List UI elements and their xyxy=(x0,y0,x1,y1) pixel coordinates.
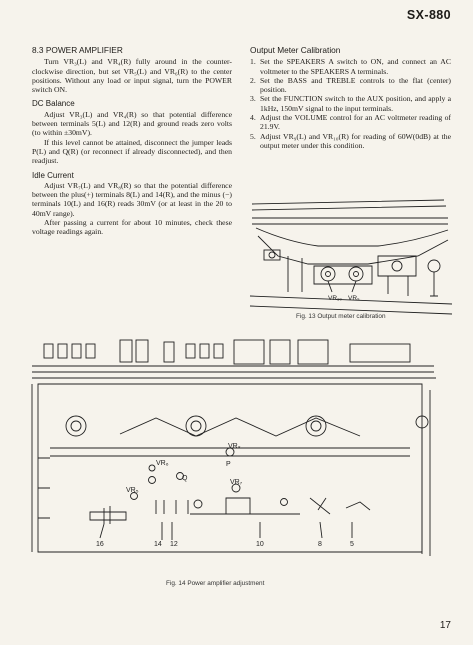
calibration-step: 5. Adjust VR₉(L) and VR₁₀(R) for reading of 60W(0dB) at the output meter under this condition. xyxy=(250,131,451,150)
terminal-14-label: 14 xyxy=(154,541,162,548)
dc-balance-paragraph-1: Adjust VR₃(L) and VR₄(R) so that potential difference between terminals 5(L) and 12(R) and ground reads zero volts (to within ±30mV). xyxy=(32,109,232,138)
fig13-caption: Fig. 13 Output meter calibration xyxy=(296,313,386,320)
intro-paragraph: Turn VR₃(L) and VR₄(R) fully around in the counter-clockwise direction, but set VR₅(L) and VR₆(R) to the center positions. Without any load or input signal, turn the POWER switch ON. xyxy=(32,57,232,95)
calibration-step: 3. Set the FUNCTION switch to the AUX position, and apply a 1kHz, 150mV signal to the input terminals. xyxy=(250,94,451,113)
right-column xyxy=(250,46,451,150)
left-column xyxy=(32,46,232,237)
fig14-caption: Fig. 14 Power amplifier adjustment xyxy=(166,580,265,587)
vr8-label: VR₈ xyxy=(228,443,241,450)
terminal-5-label: 5 xyxy=(350,541,354,548)
calibration-step: 4. Adjust the VOLUME control for an AC voltmeter reading of 21.9V. xyxy=(250,113,451,132)
fig13-output-meter-drawing xyxy=(248,196,454,318)
vr10-label: VR₁₀ xyxy=(328,295,342,302)
terminal-16-label: 16 xyxy=(96,541,104,548)
terminal-12-label: 12 xyxy=(170,541,178,548)
q-label: Q xyxy=(182,475,188,482)
calibration-step: 2. Set the BASS and TREBLE controls to the flat (center) position. xyxy=(250,75,451,95)
terminal-10-label: 10 xyxy=(256,541,264,548)
idle-current-paragraph-1: Adjust VR₇(L) and VR₈(R) so that the potential difference between the plus(+) terminals 8(L) and 14(R), and the minus (−) terminals 10(L) and 16(R) reads 30mV (or at least in the 20 to 40mV range). xyxy=(32,180,232,218)
dc-balance-heading: DC Balance xyxy=(32,99,75,109)
section-heading: 8.3 POWER AMPLIFIER xyxy=(32,45,123,55)
vr5-label: VR₅ xyxy=(126,487,139,494)
page-number: 17 xyxy=(439,620,451,631)
idle-current-heading: Idle Current xyxy=(32,170,74,180)
vr9-label: VR₉ xyxy=(348,295,360,302)
model-name: SX-880 xyxy=(406,8,451,22)
terminal-8-label: 8 xyxy=(318,541,322,548)
output-meter-heading: Output Meter Calibration xyxy=(250,45,341,55)
calibration-steps xyxy=(250,57,451,150)
dc-balance-paragraph-2: If this level cannot be attained, disconnect the jumper leads P(L) and Q(R) (or reconnect if already disconnected), and then readjust. xyxy=(32,137,232,166)
calibration-step: 1. Set the SPEAKERS A switch to ON, and connect an AC voltmeter to the SPEAKERS A terminals. xyxy=(250,57,451,76)
vr7-label: VR₇ xyxy=(230,479,243,486)
fig14-power-amplifier-drawing xyxy=(30,338,450,574)
p-label: P xyxy=(226,461,231,468)
idle-current-paragraph-2: After passing a current for about 10 minutes, check these voltage readings again. xyxy=(32,218,232,237)
vr6-label: VR₆ xyxy=(156,460,169,467)
